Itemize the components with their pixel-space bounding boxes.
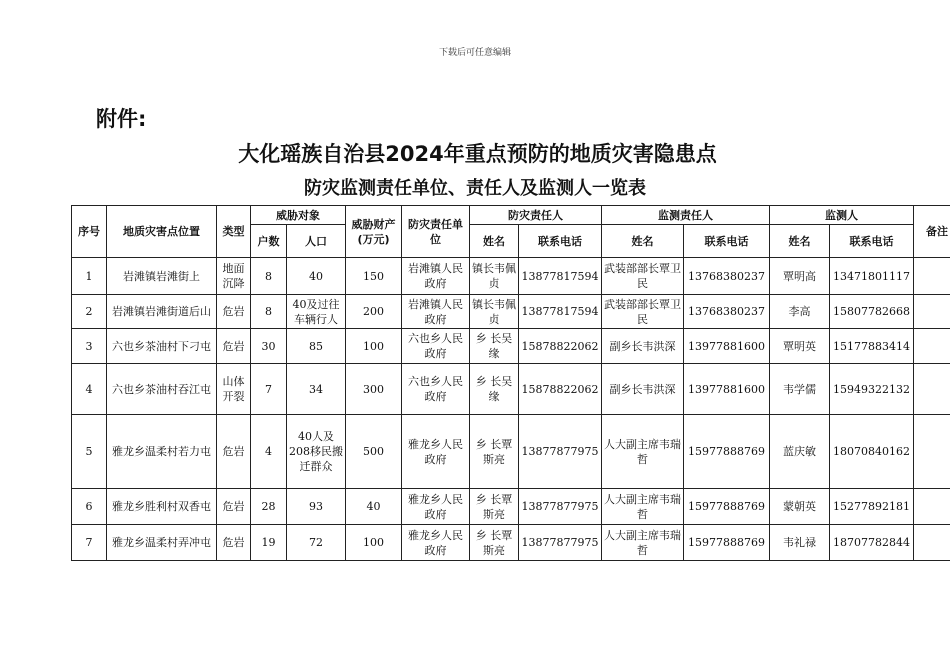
cell-remarks: [914, 415, 950, 489]
cell-population: 93: [287, 489, 346, 525]
cell-seq: 4: [72, 364, 107, 415]
page-title: 大化瑶族自治县2024年重点预防的地质灾害隐患点: [238, 142, 717, 166]
table-row: [72, 415, 950, 489]
cell-prevention-phone: 15878822062: [519, 329, 602, 364]
cell-remarks: [914, 364, 950, 415]
col-monitor-responsible: 监测责任人: [602, 206, 770, 225]
cell-location: 雅龙乡温柔村弄冲屯: [107, 525, 217, 561]
col-population: 人口: [287, 225, 346, 258]
cell-monitor-resp-phone: 13977881600: [684, 364, 770, 415]
cell-households: 8: [251, 295, 287, 329]
cell-seq: 3: [72, 329, 107, 364]
cell-unit: 六也乡人民政府: [402, 329, 470, 364]
cell-monitor-name: 覃明英: [770, 329, 830, 364]
cell-monitor-resp-phone: 15977888769: [684, 415, 770, 489]
cell-property: 40: [346, 489, 402, 525]
cell-prevention-name: 乡 长吴 缘: [470, 364, 519, 415]
cell-prevention-name: 镇长韦佩贞: [470, 295, 519, 329]
col-households: 户数: [251, 225, 287, 258]
cell-population: 40人及208移民搬迁群众: [287, 415, 346, 489]
cell-property: 100: [346, 525, 402, 561]
col-monitor-resp-name: 姓名: [602, 225, 684, 258]
cell-population: 85: [287, 329, 346, 364]
cell-prevention-phone: 13877877975: [519, 525, 602, 561]
cell-type: 危岩: [217, 525, 251, 561]
cell-unit: 雅龙乡人民政府: [402, 415, 470, 489]
cell-monitor-name: 韦学儒: [770, 364, 830, 415]
cell-monitor-resp-phone: 15977888769: [684, 489, 770, 525]
cell-seq: 1: [72, 258, 107, 295]
cell-monitor-phone: 13471801117: [830, 258, 914, 295]
table-row: [72, 364, 950, 415]
cell-location: 雅龙乡胜利村双香屯: [107, 489, 217, 525]
cell-monitor-name: 蓝庆敏: [770, 415, 830, 489]
cell-location: 岩滩镇岩滩街道后山: [107, 295, 217, 329]
cell-households: 8: [251, 258, 287, 295]
cell-population: 72: [287, 525, 346, 561]
page-subtitle: 防灾监测责任单位、责任人及监测人一览表: [304, 178, 646, 199]
cell-seq: 7: [72, 525, 107, 561]
col-prevention-person: 防灾责任人: [470, 206, 602, 225]
header-note: 下载后可任意编辑: [438, 48, 511, 58]
cell-monitor-resp-phone: 15977888769: [684, 525, 770, 561]
cell-prevention-name: 乡 长吴 缘: [470, 329, 519, 364]
cell-location: 六也乡茶油村下刁屯: [107, 329, 217, 364]
cell-prevention-phone: 13877817594: [519, 295, 602, 329]
table-row: [72, 525, 950, 561]
cell-unit: 雅龙乡人民政府: [402, 489, 470, 525]
cell-seq: 2: [72, 295, 107, 329]
cell-type: 危岩: [217, 415, 251, 489]
cell-monitor-name: 韦礼禄: [770, 525, 830, 561]
cell-type: 山体开裂: [217, 364, 251, 415]
col-prevention-unit: 防灾责任单位: [402, 206, 470, 258]
cell-unit: 雅龙乡人民政府: [402, 525, 470, 561]
col-remarks: 备注: [914, 206, 950, 258]
cell-remarks: [914, 258, 950, 295]
table-row: [72, 258, 950, 295]
col-location: 地质灾害点位置: [107, 206, 217, 258]
hazard-table: [71, 205, 950, 561]
cell-monitor-phone: 15807782668: [830, 295, 914, 329]
cell-monitor-resp-name: 人大副主席韦瑞哲: [602, 525, 684, 561]
col-monitor: 监测人: [770, 206, 914, 225]
cell-monitor-phone: 15949322132: [830, 364, 914, 415]
cell-monitor-phone: 15277892181: [830, 489, 914, 525]
col-seq: 序号: [72, 206, 107, 258]
cell-prevention-phone: 15878822062: [519, 364, 602, 415]
cell-unit: 六也乡人民政府: [402, 364, 470, 415]
cell-property: 300: [346, 364, 402, 415]
cell-monitor-name: 李高: [770, 295, 830, 329]
cell-monitor-resp-name: 副乡长韦洪深: [602, 364, 684, 415]
cell-property: 100: [346, 329, 402, 364]
table-header: [72, 206, 950, 258]
col-prevention-phone: 联系电话: [519, 225, 602, 258]
cell-monitor-phone: 18707782844: [830, 525, 914, 561]
cell-property: 200: [346, 295, 402, 329]
cell-seq: 6: [72, 489, 107, 525]
cell-type: 地面沉降: [217, 258, 251, 295]
cell-unit: 岩滩镇人民政府: [402, 295, 470, 329]
cell-remarks: [914, 489, 950, 525]
cell-monitor-name: 覃明高: [770, 258, 830, 295]
cell-households: 30: [251, 329, 287, 364]
cell-type: 危岩: [217, 329, 251, 364]
table-row: [72, 295, 950, 329]
cell-population: 40及过往车辆行人: [287, 295, 346, 329]
cell-prevention-phone: 13877817594: [519, 258, 602, 295]
cell-households: 4: [251, 415, 287, 489]
attachment-label: 附件:: [96, 107, 147, 131]
table-row: [72, 329, 950, 364]
cell-population: 40: [287, 258, 346, 295]
cell-location: 六也乡茶油村吞江屯: [107, 364, 217, 415]
cell-remarks: [914, 525, 950, 561]
cell-monitor-name: 蒙朝英: [770, 489, 830, 525]
table-row: [72, 489, 950, 525]
cell-monitor-resp-phone: 13768380237: [684, 295, 770, 329]
col-prevention-name: 姓名: [470, 225, 519, 258]
cell-location: 雅龙乡温柔村若力屯: [107, 415, 217, 489]
cell-prevention-name: 镇长韦佩贞: [470, 258, 519, 295]
cell-households: 19: [251, 525, 287, 561]
cell-prevention-name: 乡 长覃斯亮: [470, 415, 519, 489]
cell-monitor-resp-name: 武装部部长覃卫民: [602, 295, 684, 329]
cell-type: 危岩: [217, 489, 251, 525]
cell-property: 150: [346, 258, 402, 295]
cell-monitor-resp-name: 人大副主席韦瑞哲: [602, 489, 684, 525]
cell-monitor-resp-phone: 13768380237: [684, 258, 770, 295]
cell-monitor-phone: 18070840162: [830, 415, 914, 489]
cell-prevention-name: 乡 长覃斯亮: [470, 489, 519, 525]
col-monitor-phone: 联系电话: [830, 225, 914, 258]
cell-monitor-resp-name: 副乡长韦洪深: [602, 329, 684, 364]
col-threat-object: 威胁对象: [251, 206, 346, 225]
cell-prevention-name: 乡 长覃斯亮: [470, 525, 519, 561]
col-monitor-resp-phone: 联系电话: [684, 225, 770, 258]
col-type: 类型: [217, 206, 251, 258]
cell-monitor-phone: 15177883414: [830, 329, 914, 364]
cell-monitor-resp-name: 武装部部长覃卫民: [602, 258, 684, 295]
cell-unit: 岩滩镇人民政府: [402, 258, 470, 295]
cell-seq: 5: [72, 415, 107, 489]
col-threat-property: 威胁财产(万元): [346, 206, 402, 258]
cell-type: 危岩: [217, 295, 251, 329]
cell-remarks: [914, 329, 950, 364]
col-monitor-name: 姓名: [770, 225, 830, 258]
cell-monitor-resp-name: 人大副主席韦瑞哲: [602, 415, 684, 489]
cell-prevention-phone: 13877877975: [519, 415, 602, 489]
cell-property: 500: [346, 415, 402, 489]
cell-population: 34: [287, 364, 346, 415]
cell-households: 28: [251, 489, 287, 525]
cell-prevention-phone: 13877877975: [519, 489, 602, 525]
table-body: [72, 258, 950, 561]
cell-location: 岩滩镇岩滩街上: [107, 258, 217, 295]
cell-monitor-resp-phone: 13977881600: [684, 329, 770, 364]
cell-households: 7: [251, 364, 287, 415]
cell-remarks: [914, 295, 950, 329]
